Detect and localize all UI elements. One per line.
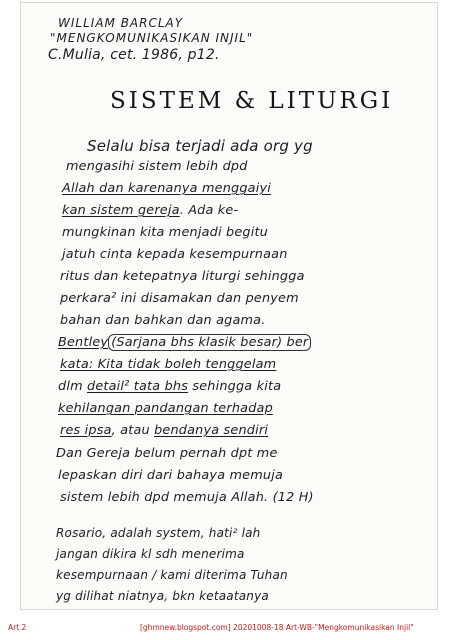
underlined-phrase: bendanya sendiri	[154, 423, 269, 438]
body-text: , atau	[111, 423, 155, 438]
body-text: . Ada ke-	[179, 203, 239, 218]
body-line: mungkinan kita menjadi begitu	[62, 225, 268, 240]
body-line: Allah dan karenanya menggaiyi	[62, 181, 271, 196]
underlined-name: Bentley	[58, 335, 109, 350]
underlined-phrase: kan sistem gereja	[62, 203, 180, 218]
footer-source-caption: [ghmnew.blogspot.com] 20201008-18 Art-WB-"Mengkomunikasikan Injil"	[140, 623, 414, 632]
underlined-quote: : Kita tidak boleh tenggelam	[88, 357, 277, 372]
note-line: yg dilihat niatnya, bkn ketaatanya	[56, 589, 269, 603]
underlined-word: kata	[60, 357, 89, 372]
note-line: jangan dikira kl sdh menerima	[56, 547, 245, 561]
body-line	[60, 357, 276, 372]
body-line: sistem lebih dpd memuja Allah. (12 H)	[60, 490, 314, 505]
body-line: bahan dan bahkan dan agama.	[60, 313, 266, 328]
body-text: dlm	[58, 379, 88, 394]
body-text: sehingga kita	[188, 379, 282, 394]
body-line: perkara² ini disamakan dan penyem	[60, 291, 299, 306]
footer-article-number: Art 2	[8, 623, 27, 632]
body-line	[60, 423, 268, 438]
reference-publisher: C.Mulia, cet. 1986, p12.	[48, 47, 220, 63]
body-line: ritus dan ketepatnya liturgi sehingga	[60, 269, 305, 284]
note-line: kesempurnaan / kami diterima Tuhan	[56, 568, 288, 582]
body-line: Dan Gereja belum pernah dpt me	[56, 446, 278, 461]
body-line	[58, 379, 281, 394]
body-line: mengasihi sistem lebih dpd	[66, 159, 248, 174]
underlined-phrase: detail² tata bhs	[87, 379, 189, 394]
body-line: Selalu bisa terjadi ada org yg	[87, 137, 313, 155]
reference-author: WILLIAM BARCLAY	[58, 16, 184, 30]
reference-book-title: "MENGKOMUNIKASIKAN INJIL"	[50, 31, 254, 45]
body-line	[62, 203, 238, 218]
underlined-latin: res ipsa	[60, 423, 112, 438]
note-line: Rosario, adalah system, hati² lah	[56, 526, 261, 540]
boxed-remark: (Sarjana bhs klasik besar) ber	[108, 334, 311, 351]
page-title: SISTEM & LITURGI	[110, 88, 394, 114]
body-line	[58, 335, 311, 350]
body-line: lepaskan diri dari bahaya memuja	[58, 468, 284, 483]
body-line: kehilangan pandangan terhadap	[58, 401, 273, 416]
body-line: jatuh cinta kepada kesempurnaan	[62, 247, 288, 262]
